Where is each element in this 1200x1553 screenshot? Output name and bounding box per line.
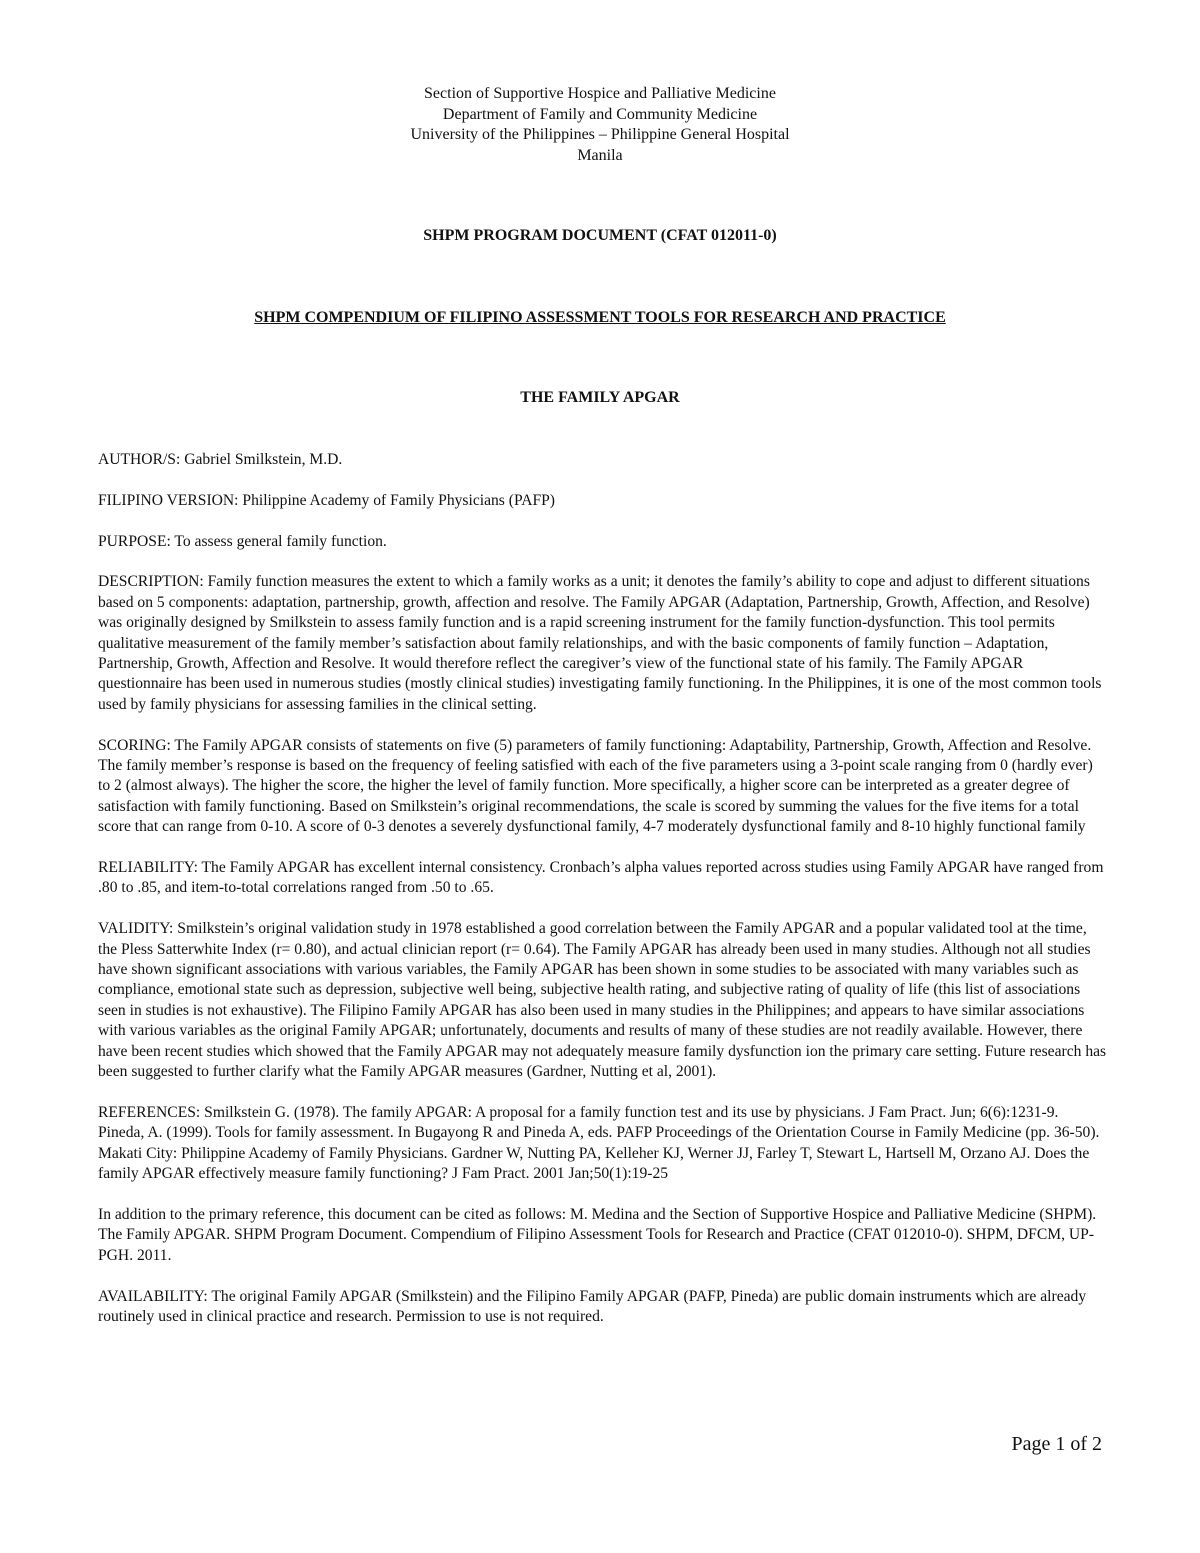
scoring-label: SCORING: [98,736,171,754]
validity-label: VALIDITY: [98,920,174,938]
availability-text: The original Family APGAR (Smilkstein) and the Filipino Family APGAR (PAFP, Pineda) are public domain instruments which are already routinely used in clinical practice and research. Permission to use is not required. [98,1287,1087,1325]
scoring-text: The Family APGAR consists of statements on five (5) parameters of family functioning: Adaptability, Partnership, Growth, Affection and Resolve. The family member’s response is based on the frequency of feeling satisfied with each of the five parameters using a 3-point scale ranging from 0 (hardly ever) to 2 (almost always). The higher the score, the higher the level of family function. More specifically, a higher score can be interpreted as a greater degree of satisfaction with family functioning. Based on Smilkstein’s original recommendations, the scale is scored by summing the values for the five items for a total score that can range from 0-10. A score of 0-3 denotes a severely dysfunctional family, 4-7 moderately dysfunctional family and 8-10 highly functional family [98,736,1093,836]
document-body [98,450,1108,1348]
filipino-version-text: Philippine Academy of Family Physicians (PAFP) [238,491,556,509]
description-section [98,572,1108,715]
section-name: Section of Supportive Hospice and Palliative Medicine [424,85,776,102]
references-label: REFERENCES: [98,1103,201,1121]
institution-header [0,84,1200,166]
document-code: SHPM PROGRAM DOCUMENT (CFAT 012011-0) [423,227,777,244]
city-name: Manila [577,146,623,164]
tool-title: THE FAMILY APGAR [520,389,680,406]
compendium-title: SHPM COMPENDIUM OF FILIPINO ASSESSMENT TOOLS FOR RESEARCH AND PRACTICE [254,309,946,326]
purpose-section [98,532,1108,552]
references-text: Smilkstein G. (1978). The family APGAR: A proposal for a family function test and its use by physicians. J Fam Pract. Jun; 6(6):1231-9. Pineda, A. (1999). Tools for family assessment. In Bugayong R and Pineda A, eds. PAFP Proceedings of the Orientation Course in Family Medicine (pp. 36-50). Makati City: Philippine Academy of Family Physicians. Gardner W, Nutting PA, Kelleher KJ, Werner JJ, Farley T, Stewart L, Hartsell M, Orzano AJ. Does the family APGAR effectively measure family functioning? J Fam Pract. 2001 Jan;50(1):19-25 [98,1103,1100,1183]
reliability-section [98,858,1108,899]
department-name: Department of Family and Community Medicine [442,105,758,123]
university-name: University of the Philippines – Philippine General Hospital [410,126,790,143]
reliability-text: The Family APGAR has excellent internal consistency. Cronbach’s alpha values reported across studies using Family APGAR have ranged from .80 to .85, and item-to-total correlations ranged from .50 to .65. [98,859,1104,897]
reliability-label: RELIABILITY: [98,859,198,877]
authors-text: Gabriel Smilkstein, M.D. [180,451,343,468]
availability-label: AVAILABILITY: [98,1287,208,1305]
purpose-label: PURPOSE: [98,532,171,550]
references-section [98,1103,1108,1185]
scoring-section [98,736,1108,838]
purpose-text: To assess general family function. [170,532,387,550]
authors-section [98,450,1108,470]
validity-section [98,919,1108,1082]
description-text: Family function measures the extent to which a family works as a unit; it denotes the family’s ability to cope and adjust to different situations based on 5 components: adaptation, partnership, growth, affection and resolve. The Family APGAR (Adaptation, Partnership, Growth, Affection, and Resolve) was originally designed by Smilkstein to assess family function and is a rapid screening instrument for the family function-dysfunction. This tool permits qualitative measurement of the family member’s satisfaction about family relationships, and with the basic components of family function – Adaptation, Partnership, Growth, Affection and Resolve. It would therefore reflect the caregiver’s view of the functional state of his family. The Family APGAR questionnaire has been used in numerous studies (mostly clinical studies) investigating family functioning. In the Philippines, it is one of the most common tools used by family physicians for assessing families in the clinical setting. [98,573,1102,713]
page-number: Page 1 of 2 [1011,1433,1102,1455]
filipino-version-label: FILIPINO VERSION: [98,491,239,509]
filipino-version-section [98,491,1108,511]
validity-text: Smilkstein’s original validation study in 1978 established a good correlation between the Family APGAR and a popular validated tool at the time, the Pless Satterwhite Index (r= 0.80), and actual clinician report (r= 0.64). The Family APGAR has already been used in many studies. Although not all studies have shown significant associations with various variables, the Family APGAR has been shown in some studies to be associated with many variables such as compliance, emotional state such as depression, subjective well being, subjective health rating, and subjective rating of quality of life (this list of associations seen in studies is not exhaustive). The Filipino Family APGAR has also been used in many studies in the Philippines; and appears to have similar associations with various variables as the original Family APGAR; unfortunately, documents and results of many of these studies are not readily available. However, there have been recent studies which showed that the Family APGAR may not adequately measure family dysfunction ion the primary care setting. Future research has been suggested to further clarify what the Family APGAR measures (Gardner, Nutting et al, 2001). [98,920,1107,1081]
availability-section [98,1287,1108,1328]
description-label: DESCRIPTION: [98,573,204,591]
citation-section: In addition to the primary reference, this document can be cited as follows: M. Medina and the Section of Supportive Hospice and Palliative Medicine (SHPM). The Family APGAR. SHPM Program Document. Compendium of Filipino Assessment Tools for Research and Practice (CFAT 012010-0). SHPM, DFCM, UP-PGH. 2011. [98,1205,1097,1264]
authors-label: AUTHOR/S: [98,451,181,468]
